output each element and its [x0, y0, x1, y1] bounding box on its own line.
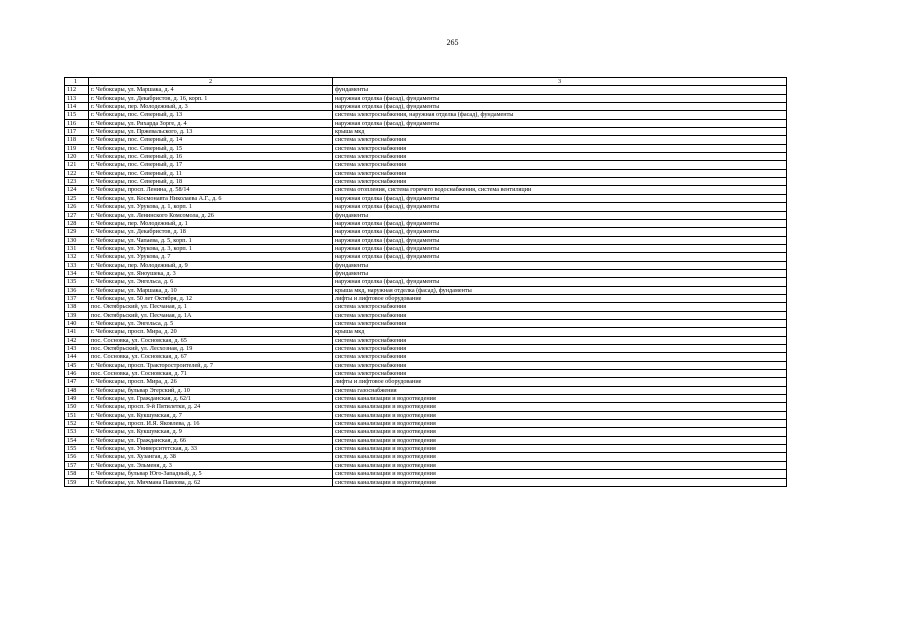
cell-number: 144: [65, 353, 89, 361]
table-row: [65, 403, 787, 411]
table-row: [65, 194, 787, 202]
table-row: [65, 345, 787, 353]
cell-number: 147: [65, 378, 89, 386]
cell-address: г. Чебоксары, просп. Тракторостроителей, д. 7: [89, 361, 333, 369]
cell-address: г. Чебоксары, ул. Гражданская, д. 66: [89, 436, 333, 444]
cell-number: 150: [65, 403, 89, 411]
addresses-table: [64, 77, 787, 487]
cell-address: г. Чебоксары, пос. Северный, д. 17: [89, 161, 333, 169]
cell-number: 159: [65, 478, 89, 486]
table-row: [65, 303, 787, 311]
table-row: [65, 103, 787, 111]
cell-works: система канализации и водоотведения: [333, 395, 787, 403]
cell-address: г. Чебоксары, ул. Космонавта Николаева А.Г., д. 6: [89, 194, 333, 202]
cell-works: система канализации и водоотведения: [333, 436, 787, 444]
cell-address: г. Чебоксары, бульвар Юго-Западный, д. 5: [89, 470, 333, 478]
cell-address: г. Чебоксары, пер. Молодежный, д. 3: [89, 103, 333, 111]
table-row: [65, 219, 787, 227]
cell-works: система канализации и водоотведения: [333, 445, 787, 453]
table-row: [65, 428, 787, 436]
table-row: [65, 228, 787, 236]
cell-address: пос. Сосновка, ул. Сосновская, д. 67: [89, 353, 333, 361]
cell-number: 123: [65, 178, 89, 186]
cell-number: 141: [65, 328, 89, 336]
cell-address: г. Чебоксары, ул. Эльменя, д. 3: [89, 461, 333, 469]
cell-works: система электроснабжения: [333, 370, 787, 378]
cell-address: г. Чебоксары, ул. Яноушека, д. 3: [89, 269, 333, 277]
cell-number: 113: [65, 94, 89, 102]
cell-number: 126: [65, 203, 89, 211]
cell-address: г. Чебоксары, ул. Рихарда Зорге, д. 4: [89, 119, 333, 127]
table-row: [65, 319, 787, 327]
cell-number: 131: [65, 244, 89, 252]
cell-number: 148: [65, 386, 89, 394]
table-row: [65, 269, 787, 277]
cell-number: 143: [65, 345, 89, 353]
cell-works: система канализации и водоотведения: [333, 420, 787, 428]
cell-works: система канализации и водоотведения: [333, 461, 787, 469]
header-cell-number: 1: [65, 78, 89, 86]
table-row: [65, 353, 787, 361]
cell-works: система газоснабжения: [333, 386, 787, 394]
table-row: [65, 144, 787, 152]
cell-address: пос. Октябрьский, ул. Песчаная, д. 1А: [89, 311, 333, 319]
table-row: [65, 294, 787, 302]
cell-number: 151: [65, 411, 89, 419]
cell-number: 115: [65, 111, 89, 119]
cell-number: 130: [65, 236, 89, 244]
cell-works: система электроснабжения: [333, 144, 787, 152]
table-row: [65, 244, 787, 252]
table-row: [65, 311, 787, 319]
cell-works: фундаменты: [333, 211, 787, 219]
cell-number: 149: [65, 395, 89, 403]
cell-number: 156: [65, 453, 89, 461]
cell-works: система электроснабжения: [333, 136, 787, 144]
table-row: [65, 453, 787, 461]
cell-number: 154: [65, 436, 89, 444]
cell-number: 135: [65, 278, 89, 286]
cell-number: 122: [65, 169, 89, 177]
cell-works: лифты и лифтовое оборудование: [333, 378, 787, 386]
cell-address: г. Чебоксары, ул. Хузангая, д. 38: [89, 453, 333, 461]
header-cell-works: 3: [333, 78, 787, 86]
cell-address: г. Чебоксары, пер. Молодежный, д. 9: [89, 261, 333, 269]
cell-address: пос. Октябрьский, ул. Лесхозная, д. 19: [89, 345, 333, 353]
cell-works: система электроснабжения: [333, 161, 787, 169]
table-row: [65, 186, 787, 194]
table-row: [65, 328, 787, 336]
table-row: [65, 378, 787, 386]
cell-works: система электроснабжения: [333, 361, 787, 369]
cell-works: система канализации и водоотведения: [333, 453, 787, 461]
table-row: [65, 211, 787, 219]
cell-number: 132: [65, 253, 89, 261]
cell-address: г. Чебоксары, просп. Ленина, д. 58/14: [89, 186, 333, 194]
table-row: [65, 203, 787, 211]
cell-works: фундаменты: [333, 86, 787, 94]
cell-address: г. Чебоксары, просп. Мира, д. 26: [89, 378, 333, 386]
cell-works: лифты и лифтовое оборудование: [333, 294, 787, 302]
cell-address: г. Чебоксары, просп. 9-й Пятилетки, д. 24: [89, 403, 333, 411]
cell-number: 155: [65, 445, 89, 453]
table-row: [65, 420, 787, 428]
cell-address: пос. Октябрьский, ул. Песчаная, д. 1: [89, 303, 333, 311]
cell-address: г. Чебоксары, пос. Северный, д. 13: [89, 111, 333, 119]
page-number: 265: [446, 38, 459, 47]
cell-number: 134: [65, 269, 89, 277]
cell-address: пос. Сосновка, ул. Сосновская, д. 71: [89, 370, 333, 378]
cell-number: 152: [65, 420, 89, 428]
cell-works: система электроснабжения: [333, 303, 787, 311]
cell-address: г. Чебоксары, ул. Декабристов, д. 16, корп. 1: [89, 94, 333, 102]
cell-address: г. Чебоксары, ул. Урукова, д. 1, корп. 1: [89, 203, 333, 211]
cell-number: 124: [65, 186, 89, 194]
header-cell-address: 2: [89, 78, 333, 86]
cell-number: 121: [65, 161, 89, 169]
cell-number: 120: [65, 153, 89, 161]
cell-address: г. Чебоксары, ул. Пржевальского, д. 13: [89, 128, 333, 136]
cell-address: г. Чебоксары, ул. Энгельса, д. 5: [89, 319, 333, 327]
cell-number: 146: [65, 370, 89, 378]
cell-address: г. Чебоксары, ул. Маршака, д. 4: [89, 86, 333, 94]
table-row: [65, 86, 787, 94]
cell-works: наружная отделка (фасад), фундаменты: [333, 94, 787, 102]
table-row: [65, 478, 787, 486]
cell-number: 129: [65, 228, 89, 236]
cell-address: г. Чебоксары, ул. Энгельса, д. 6: [89, 278, 333, 286]
table-row: [65, 395, 787, 403]
table-row: [65, 261, 787, 269]
table-row: [65, 253, 787, 261]
cell-number: 138: [65, 303, 89, 311]
cell-works: система отопления, система горячего водоснабжения, система вентиляции: [333, 186, 787, 194]
cell-address: г. Чебоксары, пос. Северный, д. 14: [89, 136, 333, 144]
table-row: [65, 161, 787, 169]
cell-works: система электроснабжения: [333, 178, 787, 186]
cell-number: 140: [65, 319, 89, 327]
cell-address: г. Чебоксары, ул. Кукшумская, д. 9: [89, 428, 333, 436]
cell-number: 139: [65, 311, 89, 319]
table-row: [65, 436, 787, 444]
table-row: [65, 336, 787, 344]
cell-address: г. Чебоксары, пос. Северный, д. 16: [89, 153, 333, 161]
cell-address: г. Чебоксары, пос. Северный, д. 15: [89, 144, 333, 152]
cell-address: г. Чебоксары, пос. Северный, д. 18: [89, 178, 333, 186]
cell-address: г. Чебоксары, ул. Декабристов, д. 18: [89, 228, 333, 236]
table-body: [65, 78, 787, 487]
cell-works: наружная отделка (фасад), фундаменты: [333, 219, 787, 227]
table-row: [65, 461, 787, 469]
cell-works: наружная отделка (фасад), фундаменты: [333, 103, 787, 111]
table-row: [65, 153, 787, 161]
cell-number: 118: [65, 136, 89, 144]
cell-works: система электроснабжения, наружная отделка (фасад), фундаменты: [333, 111, 787, 119]
cell-works: фундаменты: [333, 261, 787, 269]
table-row: [65, 445, 787, 453]
cell-address: г. Чебоксары, ул. Кукшумская, д. 7: [89, 411, 333, 419]
cell-works: наружная отделка (фасад), фундаменты: [333, 194, 787, 202]
cell-works: наружная отделка (фасад), фундаменты: [333, 244, 787, 252]
cell-address: г. Чебоксары, просп. Мира, д. 20: [89, 328, 333, 336]
cell-works: система электроснабжения: [333, 336, 787, 344]
cell-address: г. Чебоксары, пер. Молодежный, д. 1: [89, 219, 333, 227]
cell-works: система канализации и водоотведения: [333, 428, 787, 436]
cell-address: г. Чебоксары, ул. Урукова, д. 3, корп. 1: [89, 244, 333, 252]
cell-number: 137: [65, 294, 89, 302]
cell-number: 125: [65, 194, 89, 202]
cell-works: система электроснабжения: [333, 311, 787, 319]
table-row: [65, 370, 787, 378]
cell-works: фундаменты: [333, 269, 787, 277]
cell-address: г. Чебоксары, ул. Маршака, д. 10: [89, 286, 333, 294]
cell-number: 119: [65, 144, 89, 152]
table-header-row: [65, 78, 787, 86]
cell-number: 145: [65, 361, 89, 369]
cell-works: система электроснабжения: [333, 153, 787, 161]
table-row: [65, 136, 787, 144]
cell-works: система канализации и водоотведения: [333, 478, 787, 486]
cell-works: система канализации и водоотведения: [333, 470, 787, 478]
cell-address: г. Чебоксары, просп. И.Я. Яковлева, д. 16: [89, 420, 333, 428]
cell-works: система электроснабжения: [333, 169, 787, 177]
cell-works: система электроснабжения: [333, 353, 787, 361]
cell-number: 127: [65, 211, 89, 219]
cell-works: система электроснабжения: [333, 345, 787, 353]
cell-number: 153: [65, 428, 89, 436]
cell-number: 117: [65, 128, 89, 136]
table-row: [65, 361, 787, 369]
cell-number: 133: [65, 261, 89, 269]
cell-works: система электроснабжения: [333, 319, 787, 327]
cell-number: 114: [65, 103, 89, 111]
cell-works: наружная отделка (фасад), фундаменты: [333, 203, 787, 211]
cell-address: г. Чебоксары, ул. Гражданская, д. 62/1: [89, 395, 333, 403]
cell-address: г. Чебоксары, ул. Ленинского Комсомола, д. 26: [89, 211, 333, 219]
cell-works: наружная отделка (фасад), фундаменты: [333, 253, 787, 261]
cell-works: наружная отделка (фасад), фундаменты: [333, 119, 787, 127]
cell-address: г. Чебоксары, ул. Университетская, д. 33: [89, 445, 333, 453]
table-row: [65, 94, 787, 102]
cell-works: система канализации и водоотведения: [333, 403, 787, 411]
cell-address: г. Чебоксары, ул. 50 лет Октября, д. 12: [89, 294, 333, 302]
cell-works: система канализации и водоотведения: [333, 411, 787, 419]
table-row: [65, 386, 787, 394]
cell-address: г. Чебоксары, ул. Урукова, д. 7: [89, 253, 333, 261]
cell-address: г. Чебоксары, ул. Мичмана Павлова, д. 62: [89, 478, 333, 486]
table-row: [65, 111, 787, 119]
table-row: [65, 178, 787, 186]
cell-works: крыша мкд, наружная отделка (фасад), фундаменты: [333, 286, 787, 294]
cell-number: 136: [65, 286, 89, 294]
table-row: [65, 286, 787, 294]
cell-number: 157: [65, 461, 89, 469]
table-row: [65, 278, 787, 286]
table-row: [65, 411, 787, 419]
cell-address: г. Чебоксары, бульвар Эгерский, д. 10: [89, 386, 333, 394]
cell-address: пос. Сосновка, ул. Сосновская, д. 65: [89, 336, 333, 344]
cell-number: 142: [65, 336, 89, 344]
table-row: [65, 128, 787, 136]
table-row: [65, 236, 787, 244]
cell-number: 128: [65, 219, 89, 227]
cell-number: 158: [65, 470, 89, 478]
cell-works: наружная отделка (фасад), фундаменты: [333, 236, 787, 244]
table-row: [65, 169, 787, 177]
cell-address: г. Чебоксары, ул. Чапаева, д. 5, корп. 1: [89, 236, 333, 244]
cell-works: наружная отделка (фасад), фундаменты: [333, 278, 787, 286]
table-row: [65, 119, 787, 127]
cell-works: крыша мкд: [333, 128, 787, 136]
cell-works: наружная отделка (фасад), фундаменты: [333, 228, 787, 236]
cell-address: г. Чебоксары, пос. Северный, д. 11: [89, 169, 333, 177]
cell-number: 112: [65, 86, 89, 94]
cell-works: крыша мкд: [333, 328, 787, 336]
table-row: [65, 470, 787, 478]
cell-number: 116: [65, 119, 89, 127]
